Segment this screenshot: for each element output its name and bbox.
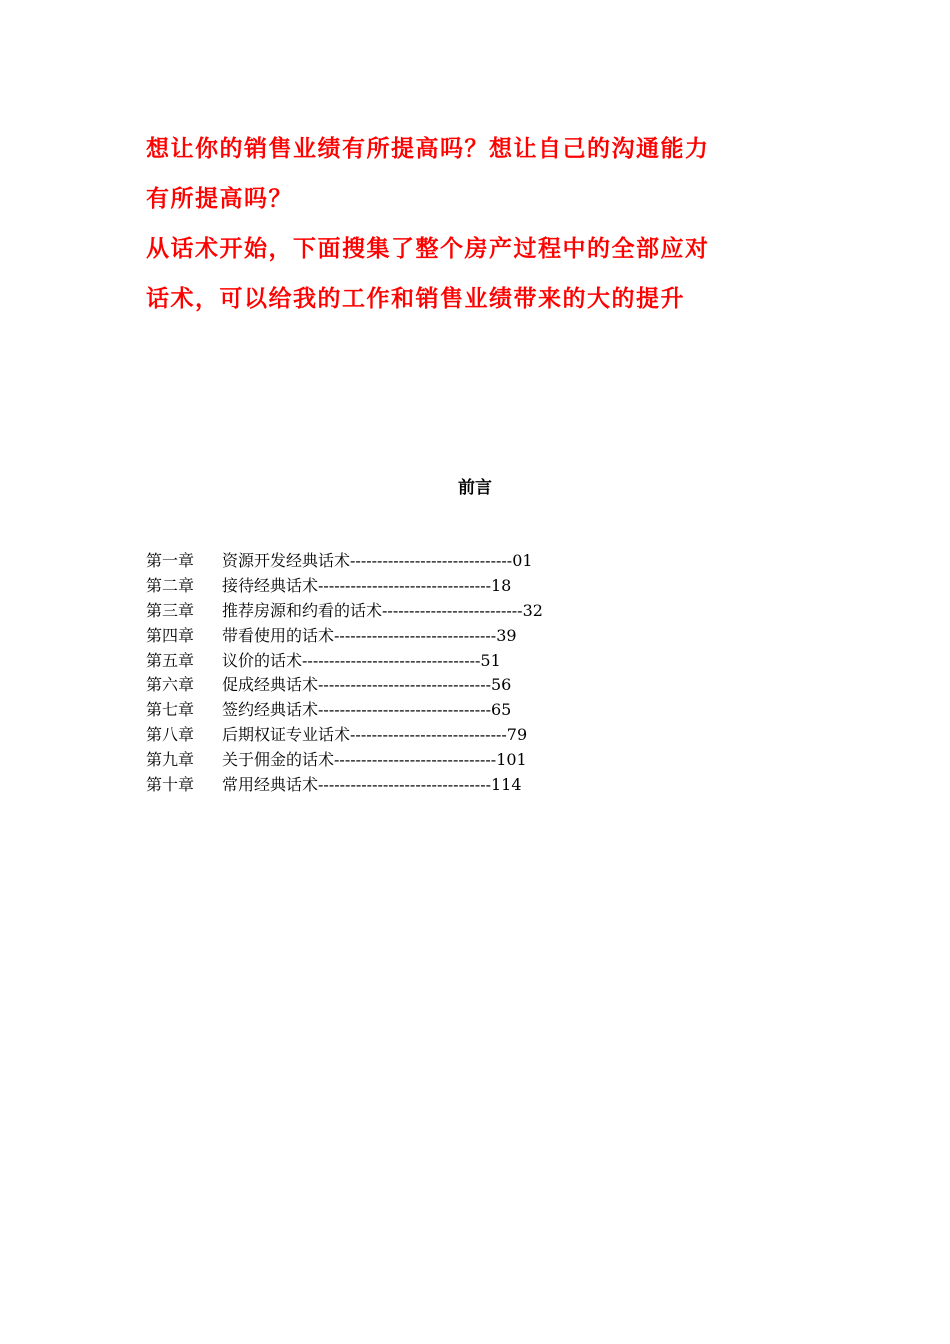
toc-chapter-number: 第七章: [146, 700, 195, 720]
toc-entry: 资源开发经典话术------------------------------01: [222, 551, 533, 570]
preface-title: 前言: [458, 478, 492, 498]
toc-item: [146, 723, 706, 748]
intro-line: 从话术开始，下面搜集了整个房产过程中的全部应对: [146, 236, 710, 262]
toc-entry: 促成经典话术--------------------------------56: [222, 675, 512, 695]
toc-chapter-number: 第一章: [146, 551, 195, 570]
toc-entry: 带看使用的话术------------------------------39: [222, 625, 517, 645]
toc-chapter-number: 第十章: [146, 775, 195, 795]
toc-chapter-number: 第八章: [146, 725, 195, 745]
toc-item: [146, 698, 706, 723]
toc-item: [146, 549, 706, 574]
toc-chapter-number: 第二章: [146, 575, 195, 595]
toc-entry: 后期权证专业话术-----------------------------79: [222, 725, 528, 745]
toc-item: [146, 624, 706, 649]
toc-item: [146, 748, 706, 773]
table-of-contents: [146, 549, 706, 798]
toc-entry: 接待经典话术--------------------------------18: [222, 575, 512, 595]
toc-entry: 签约经典话术--------------------------------65: [222, 700, 512, 720]
toc-entry: 议价的话术---------------------------------51: [222, 650, 501, 670]
toc-chapter-number: 第九章: [146, 750, 195, 770]
toc-chapter-number: 第四章: [146, 625, 195, 645]
intro-line: 话术，可以给我的工作和销售业绩带来的大的提升: [146, 286, 685, 312]
toc-entry: 关于佣金的话术------------------------------101: [222, 750, 527, 770]
toc-item: [146, 673, 706, 698]
toc-item: [146, 649, 706, 674]
toc-chapter-number: 第五章: [146, 650, 195, 670]
intro-line: 想让你的销售业绩有所提高吗？想让自己的沟通能力: [146, 136, 710, 162]
toc-item: [146, 599, 706, 624]
intro-highlight-text: [146, 124, 826, 324]
toc-item: [146, 574, 706, 599]
intro-line: 有所提高吗？: [146, 186, 293, 212]
toc-entry: 常用经典话术--------------------------------114: [222, 775, 522, 795]
toc-item: [146, 773, 706, 798]
toc-entry: 推荐房源和约看的话术--------------------------32: [222, 600, 543, 620]
toc-chapter-number: 第六章: [146, 675, 195, 695]
toc-chapter-number: 第三章: [146, 600, 195, 620]
